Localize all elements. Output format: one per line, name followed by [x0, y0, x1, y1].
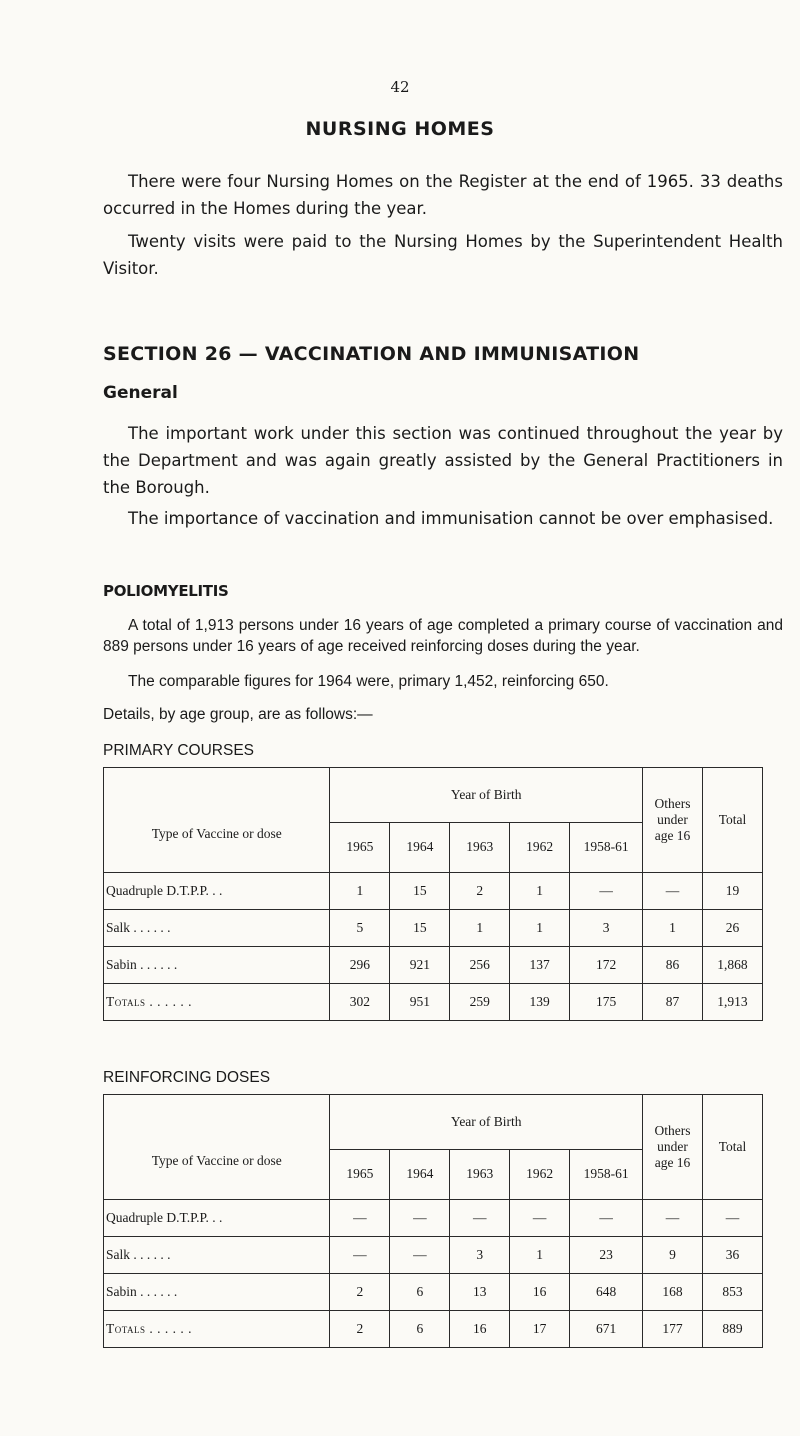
section-26-para-1: The important work under this section was continued throughout the year by the Department and was again greatly assisted by the General Practitioners in the Borough. — [103, 424, 783, 497]
nursing-homes-title: NURSING HOMES — [305, 118, 495, 140]
table-cell: 296 — [330, 947, 390, 984]
row-label: Totals . . . . . . — [104, 1311, 330, 1348]
primary-courses-table — [103, 767, 763, 1021]
nursing-homes-para-1: There were four Nursing Homes on the Register at the end of 1965. 33 deaths occurred in the Homes during the year. — [103, 172, 783, 218]
table-cell: 256 — [450, 947, 510, 984]
table-cell: 671 — [570, 1311, 643, 1348]
table-cell: 921 — [390, 947, 450, 984]
nursing-homes-para-2: Twenty visits were paid to the Nursing Homes by the Superintendent Health Visitor. — [103, 232, 783, 278]
table-cell: — — [390, 1237, 450, 1274]
table-cell: — — [330, 1200, 390, 1237]
row-label: Sabin . . . . . . — [104, 1274, 330, 1311]
table-row-totals — [104, 1311, 763, 1348]
table-row — [104, 1237, 763, 1274]
year-header: 1958-61 — [570, 1149, 643, 1199]
reinforcing-doses-table — [103, 1094, 763, 1348]
table-cell: 86 — [643, 947, 703, 984]
year-of-birth-header: Year of Birth — [330, 768, 643, 823]
table-row — [104, 1200, 763, 1237]
table-cell: 177 — [643, 1311, 703, 1348]
table-cell: 302 — [330, 984, 390, 1021]
table-cell: 3 — [450, 1237, 510, 1274]
table-cell: 259 — [450, 984, 510, 1021]
table-cell: 15 — [390, 873, 450, 910]
table-cell: 16 — [510, 1274, 570, 1311]
table-cell: 889 — [702, 1311, 762, 1348]
table-cell: 951 — [390, 984, 450, 1021]
table-cell: 1 — [330, 873, 390, 910]
table-row — [104, 910, 763, 947]
general-heading: General — [103, 383, 178, 403]
table-cell: 139 — [510, 984, 570, 1021]
year-of-birth-header: Year of Birth — [330, 1095, 643, 1150]
table-cell: 36 — [702, 1237, 762, 1274]
year-header: 1962 — [510, 822, 570, 872]
table-cell: 6 — [390, 1311, 450, 1348]
table-cell: — — [702, 1200, 762, 1237]
table-cell: 13 — [450, 1274, 510, 1311]
table-cell: 1 — [643, 910, 703, 947]
table-cell: — — [643, 1200, 703, 1237]
table-cell: 17 — [510, 1311, 570, 1348]
table-cell: 853 — [702, 1274, 762, 1311]
year-header: 1963 — [450, 1149, 510, 1199]
table-cell: — — [643, 873, 703, 910]
row-label: Totals . . . . . . — [104, 984, 330, 1021]
year-header: 1964 — [390, 822, 450, 872]
others-under-16-header: Others under age 16 — [643, 768, 703, 873]
row-label: Quadruple D.T.P.P. . . — [104, 873, 330, 910]
table-cell: — — [570, 1200, 643, 1237]
table-cell: 648 — [570, 1274, 643, 1311]
table-cell: 168 — [643, 1274, 703, 1311]
year-header: 1965 — [330, 822, 390, 872]
table-cell: 26 — [702, 910, 762, 947]
table-cell: 1 — [510, 910, 570, 947]
table-cell: 19 — [702, 873, 762, 910]
table-row — [104, 873, 763, 910]
table-cell: — — [330, 1237, 390, 1274]
row-label: Sabin . . . . . . — [104, 947, 330, 984]
row-label: Salk . . . . . . — [104, 910, 330, 947]
table-cell: 9 — [643, 1237, 703, 1274]
table-cell: 3 — [570, 910, 643, 947]
table-cell: 23 — [570, 1237, 643, 1274]
table-cell: — — [510, 1200, 570, 1237]
total-header: Total — [702, 1095, 762, 1200]
poliomyelitis-heading: POLIOMYELITIS — [103, 582, 229, 600]
table-cell: 175 — [570, 984, 643, 1021]
table-cell: 2 — [450, 873, 510, 910]
year-header: 1963 — [450, 822, 510, 872]
table-cell: 1,868 — [702, 947, 762, 984]
table-cell: 137 — [510, 947, 570, 984]
table-cell: — — [390, 1200, 450, 1237]
others-under-16-header: Others under age 16 — [643, 1095, 703, 1200]
polio-para-2: The comparable figures for 1964 were, primary 1,452, reinforcing 650. — [128, 673, 609, 690]
section-26-para-2: The importance of vaccination and immunisation cannot be over emphasised. — [128, 509, 774, 528]
section-26-title: SECTION 26 — VACCINATION AND IMMUNISATION — [103, 343, 640, 365]
type-of-vaccine-header: Type of Vaccine or dose — [104, 768, 330, 873]
table-row-totals — [104, 984, 763, 1021]
table-cell: 5 — [330, 910, 390, 947]
type-of-vaccine-header: Type of Vaccine or dose — [104, 1095, 330, 1200]
table-cell: — — [450, 1200, 510, 1237]
table-cell: 2 — [330, 1311, 390, 1348]
year-header: 1958-61 — [570, 822, 643, 872]
table-row — [104, 1274, 763, 1311]
polio-para-3: Details, by age group, are as follows:— — [103, 706, 373, 723]
total-header: Total — [702, 768, 762, 873]
row-label: Salk . . . . . . — [104, 1237, 330, 1274]
table-cell: 2 — [330, 1274, 390, 1311]
primary-courses-heading: PRIMARY COURSES — [103, 742, 255, 759]
table-row — [104, 947, 763, 984]
page-number: 42 — [390, 78, 410, 96]
year-header: 1964 — [390, 1149, 450, 1199]
table-cell: 172 — [570, 947, 643, 984]
table-cell: 1 — [510, 1237, 570, 1274]
table-cell: 15 — [390, 910, 450, 947]
reinforcing-doses-heading: REINFORCING DOSES — [103, 1069, 271, 1086]
table-cell: 6 — [390, 1274, 450, 1311]
table-cell: — — [570, 873, 643, 910]
polio-para-1: A total of 1,913 persons under 16 years of age completed a primary course of vaccination and 889 persons under 16 years of age received reinforcing doses during the year. — [103, 617, 783, 655]
table-cell: 1 — [450, 910, 510, 947]
table-cell: 87 — [643, 984, 703, 1021]
table-cell: 1,913 — [702, 984, 762, 1021]
year-header: 1962 — [510, 1149, 570, 1199]
row-label: Quadruple D.T.P.P. . . — [104, 1200, 330, 1237]
year-header: 1965 — [330, 1149, 390, 1199]
table-cell: 1 — [510, 873, 570, 910]
table-cell: 16 — [450, 1311, 510, 1348]
